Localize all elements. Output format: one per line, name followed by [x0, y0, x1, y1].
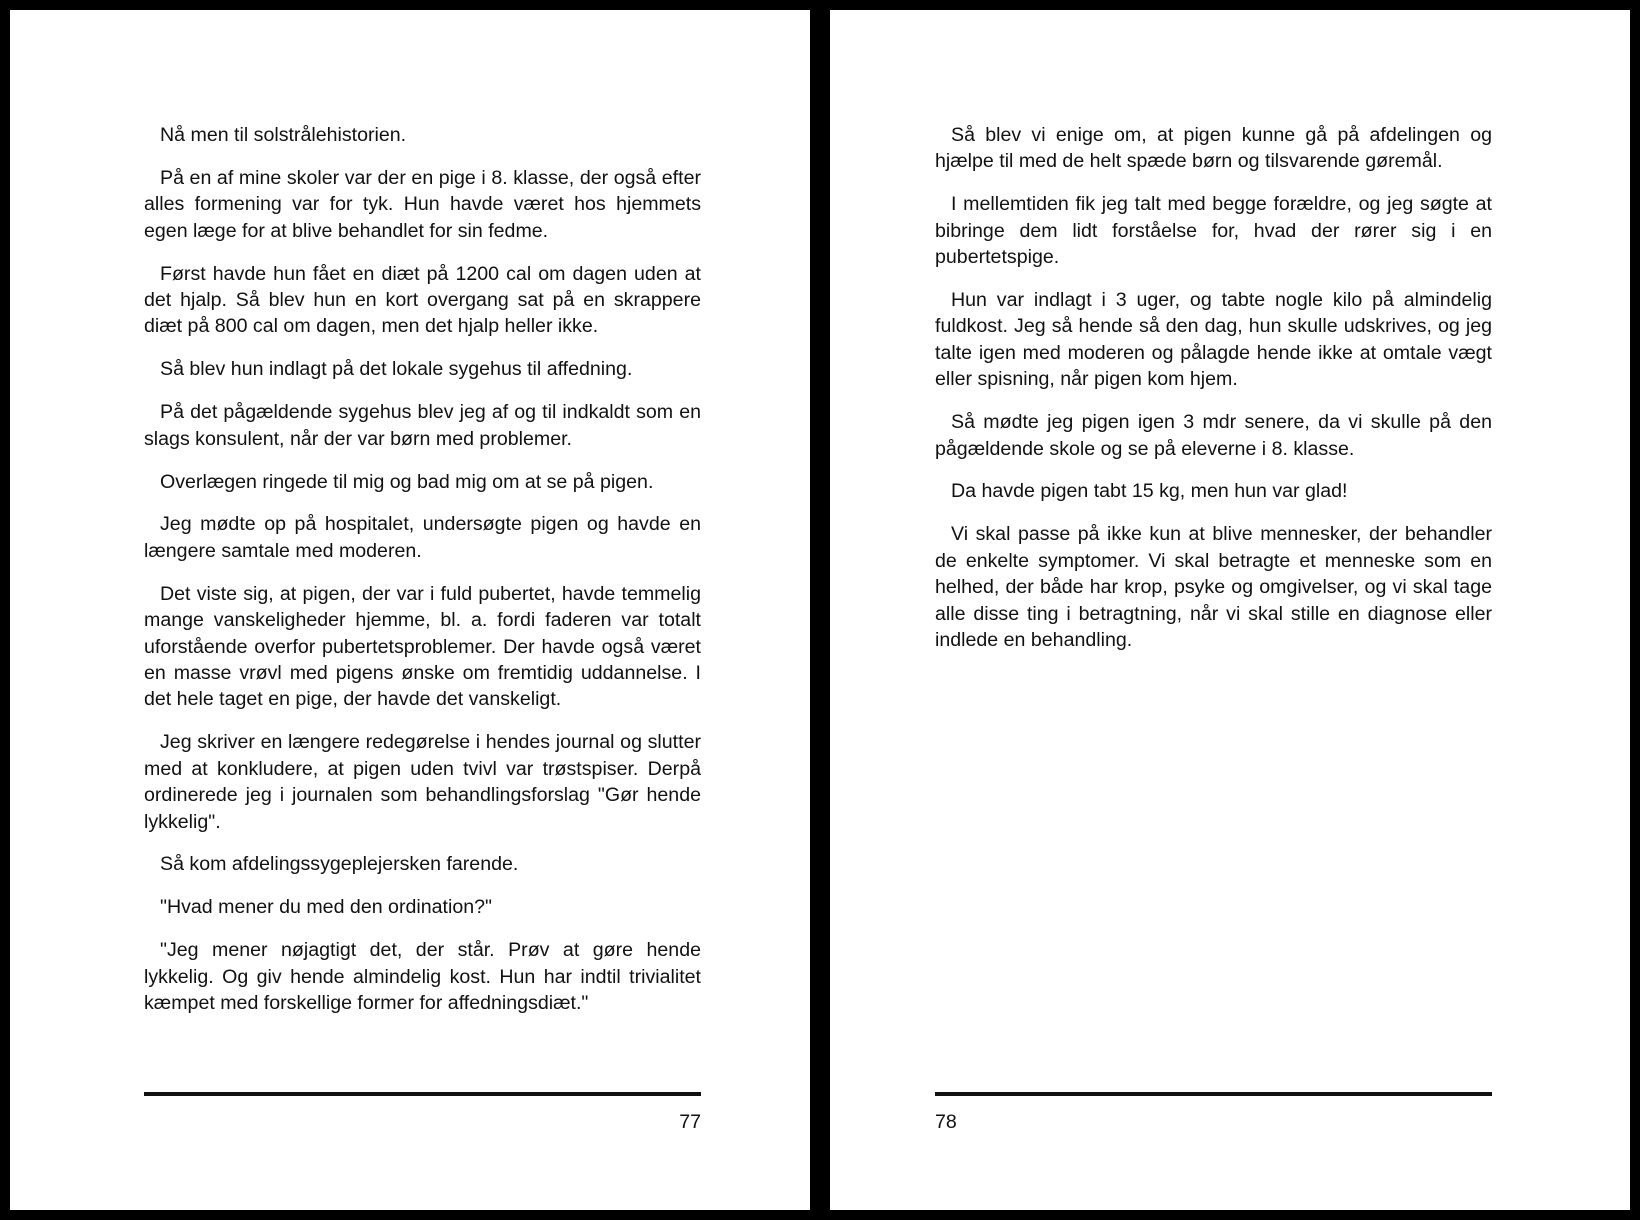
paragraph: I mellemtiden fik jeg talt med begge forældre, og jeg søgte at bibringe dem lidt forståelse for, hvad der rører sig i en pubertetspige. — [935, 193, 1492, 269]
left-page-body — [144, 122, 701, 1033]
paragraph: Det viste sig, at pigen, der var i fuld pubertet, havde temmelig mange vanskeligheder hjemme, bl. a. fordi faderen var totalt uforstående overfor pubertetsproblemer. Der havde også været en masse vrøvl med pigens ønske om fremtidig uddannelse. I det hele taget en pige, der havde det vanskeligt. — [144, 582, 701, 711]
paragraph: Så kom afdelingssygeplejersken farende. — [160, 853, 519, 876]
right-page — [830, 10, 1630, 1210]
footer-rule — [935, 1092, 1492, 1096]
paragraph: Jeg mødte op på hospitalet, undersøgte pigen og havde en længere samtale med moderen. — [144, 513, 701, 562]
paragraph: Hun var indlagt i 3 uger, og tabte nogle kilo på almindelig fuldkost. Jeg så hende så den dag, hun skulle udskrives, og jeg talte igen med moderen og pålagde hende ikke at omtale vægt eller spisning, når pigen kom hjem. — [935, 289, 1492, 391]
left-page — [10, 10, 810, 1210]
paragraph: Vi skal passe på ikke kun at blive mennesker, der behandler de enkelte symptomer. Vi skal betragte et menneske som en helhed, der både har krop, psyke og omgivelser, og vi skal tage alle disse ting i betragtning, når vi skal stille en diagnose eller indlede en behandling. — [935, 523, 1492, 651]
paragraph: Så blev vi enige om, at pigen kunne gå på afdelingen og hjælpe til med de helt spæde børn og tilsvarende gøremål. — [935, 124, 1492, 173]
paragraph: Så blev hun indlagt på det lokale sygehus til affedning. — [160, 358, 633, 381]
paragraph: Så mødte jeg pigen igen 3 mdr senere, da vi skulle på den pågældende skole og se på eleverne i 8. klasse. — [935, 411, 1492, 460]
paragraph: Da havde pigen tabt 15 kg, men hun var glad! — [951, 480, 1348, 503]
paragraph: På det pågældende sygehus blev jeg af og til indkaldt som en slags konsulent, når der var børn med problemer. — [144, 401, 701, 450]
paragraph: På en af mine skoler var der en pige i 8. klasse, der også efter alles formening var for tyk. Hun havde været hos hjemmets egen læge for at blive behandlet for sin fedme. — [144, 166, 701, 242]
paragraph: Jeg skriver en længere redegørelse i hendes journal og slutter med at konkludere, at pigen uden tvivl var trøstspiser. Derpå ordinerede jeg i journalen som behandlingsforslag "Gør hende lykkelig". — [144, 731, 701, 833]
paragraph: Først havde hun fået en diæt på 1200 cal om dagen uden at det hjalp. Så blev hun en kort overgang sat på en skrappere diæt på 800 cal om dagen, men det hjalp heller ikke. — [144, 262, 701, 338]
page-number: 78 — [935, 1111, 957, 1133]
footer-rule — [144, 1092, 701, 1096]
right-page-body — [935, 122, 1492, 670]
paragraph: "Hvad mener du med den ordination?" — [160, 896, 492, 919]
paragraph: "Jeg mener nøjagtigt det, der står. Prøv at gøre hende lykkelig. Og giv hende almindelig kost. Hun har indtil trivialitet kæmpet med forskellige former for affedningsdiæt." — [144, 939, 701, 1015]
paragraph: Nå men til solstrålehistorien. — [160, 124, 407, 146]
paragraph: Overlægen ringede til mig og bad mig om at se på pigen. — [160, 470, 654, 493]
page-number: 77 — [679, 1111, 701, 1133]
